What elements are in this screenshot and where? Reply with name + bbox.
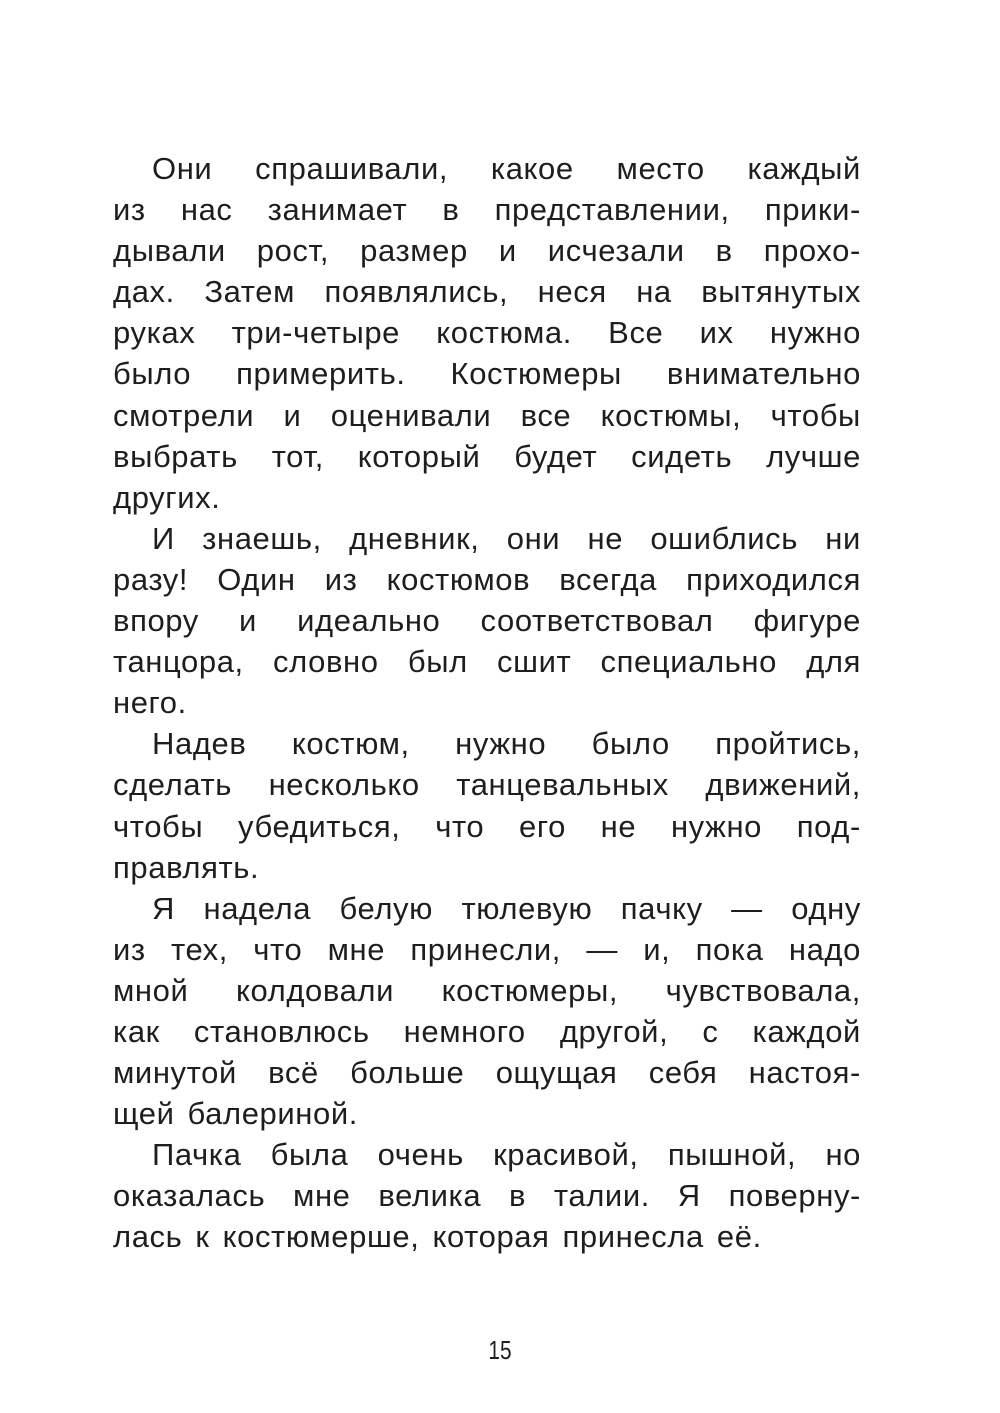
text-line: Я надела белую тюлевую пачку — одну (152, 890, 861, 926)
text-line: разу! Один из костюмов всегда приходился (113, 561, 861, 597)
text-line: мной колдовали костюмеры, чувствовала, (113, 972, 861, 1008)
paragraph (113, 1134, 861, 1257)
text-line: дах. Затем появлялись, неся на вытянутых (113, 274, 861, 310)
text-line: щей балериной. (113, 1096, 358, 1132)
text-line: смотрели и оценивали все костюмы, чтобы (113, 397, 861, 433)
paragraph (113, 518, 861, 723)
text-line: сделать несколько танцевальных движений, (113, 767, 861, 803)
text-line: из нас занимает в представлении, прики- (113, 192, 861, 228)
text-line: руках три-четыре костюма. Все их нужно (113, 315, 861, 351)
text-line: него. (113, 685, 187, 721)
text-line: оказалась мне велика в талии. Я поверну- (113, 1178, 861, 1214)
text-line: лась к костюмерше, которая принесла её. (113, 1219, 762, 1255)
paragraph (113, 723, 861, 887)
paragraph (113, 148, 861, 518)
text-line: Они спрашивали, какое место каждый (152, 151, 861, 186)
body-text (113, 148, 861, 1258)
text-line: было примерить. Костюмеры внимательно (113, 356, 861, 392)
text-line: чтобы убедиться, что его не нужно под- (113, 808, 861, 844)
text-line: других. (113, 479, 221, 515)
paragraph (113, 888, 861, 1135)
text-line: правлять. (113, 849, 260, 885)
text-line: впору и идеально соответствовал фигуре (113, 603, 861, 639)
text-line: выбрать тот, который будет сидеть лучше (113, 438, 861, 474)
text-line: Надев костюм, нужно было пройтись, (152, 726, 861, 762)
text-line: дывали рост, размер и исчезали в прохо- (113, 233, 861, 269)
page-number: 15 (488, 1335, 512, 1365)
text-line: И знаешь, дневник, они не ошиблись ни (152, 520, 861, 556)
text-line: из тех, что мне принесли, — и, пока надо (113, 931, 861, 967)
text-line: как становлюсь немного другой, с каждой (113, 1013, 861, 1049)
text-line: танцора, словно был сшит специально для (113, 644, 861, 680)
text-line: минутой всё больше ощущая себя настоя- (113, 1055, 861, 1091)
text-line: Пачка была очень красивой, пышной, но (152, 1137, 861, 1173)
